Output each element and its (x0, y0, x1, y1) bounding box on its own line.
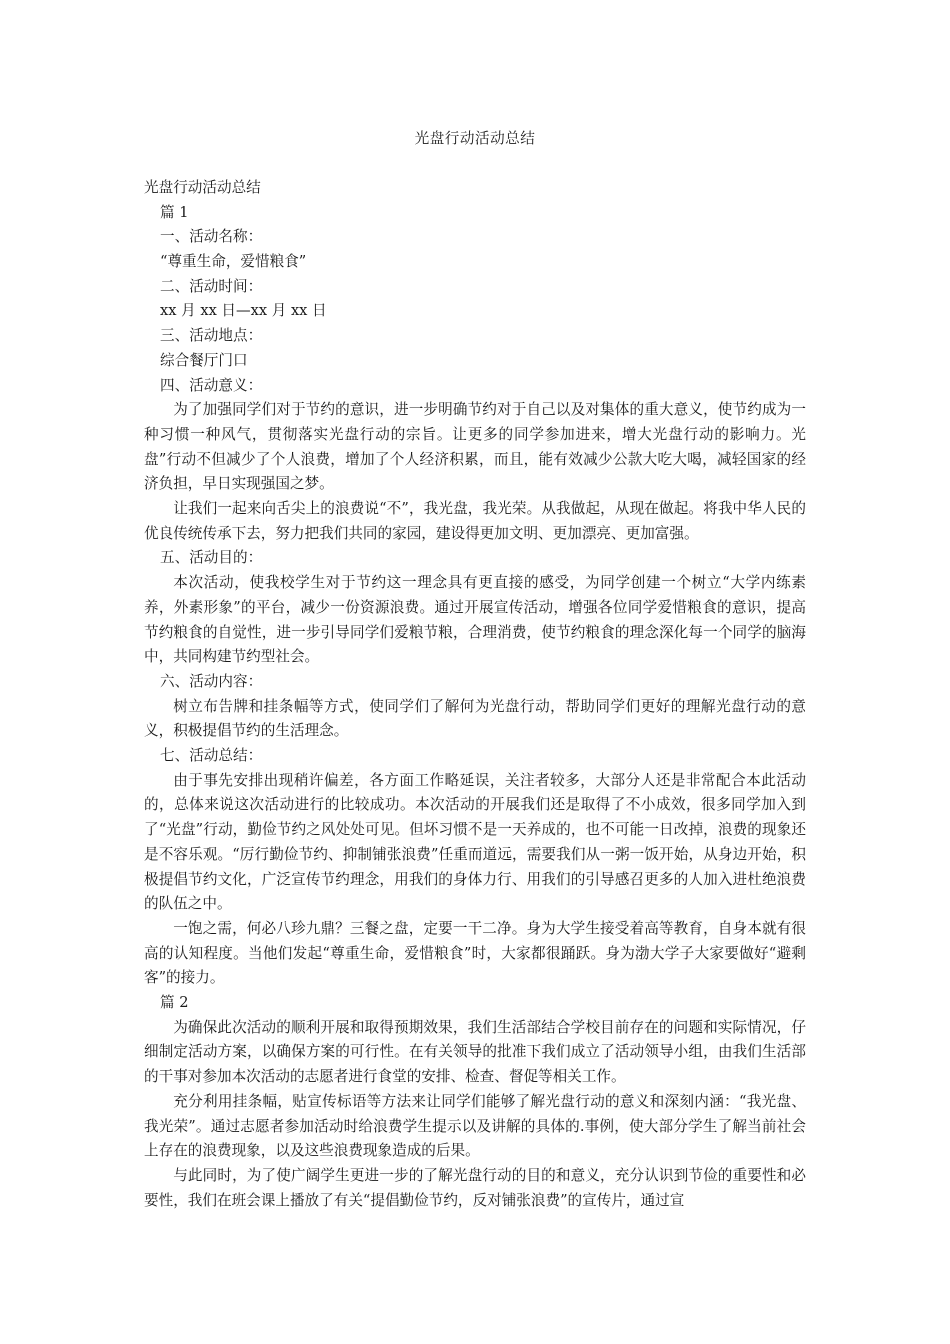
activity-time-text: xx 月 xx 日—xx 月 xx 日 (160, 302, 327, 320)
section-label-pian2: 篇 2 (160, 994, 189, 1012)
heading-activity-place: 三、活动地点： (160, 327, 263, 345)
heading-activity-purpose: 五、活动目的： (160, 549, 263, 567)
paragraph-content: 树立布告牌和挂条幅等方式，使同学们了解何为光盘行动，帮助同学们更好的理解光盘行动的意义，积极提倡节约的生活理念。 (144, 697, 806, 740)
paragraph-pian2-1: 为确保此次活动的顺利开展和取得预期效果，我们生活部结合学校目前存在的问题和实际情况，仔细制定活动方案，以确保方案的可行性。在有关领导的批准下我们成立了活动领导小组，由我们生活部的干事对参加本次活动的志愿者进行食堂的安排、检查、督促等相关工作。 (144, 1018, 806, 1086)
activity-name-text: “尊重生命，爱惜粮食” (160, 253, 307, 271)
paragraph-meaning-1: 为了加强同学们对于节约的意识，进一步明确节约对于自己以及对集体的重大意义，使节约成为一种习惯一种风气，贯彻落实光盘行动的宗旨。让更多的同学参加进来，增大光盘行动的影响力。光盘”行动不但减少了个人浪费，增加了个人经济积累，而且，能有效减少公款大吃大喝，减轻国家的经济负担，早日实现强国之梦。 (144, 401, 806, 493)
paragraph-meaning-2: 让我们一起来向舌尖上的浪费说“不”，我光盘，我光荣。从我做起，从现在做起。将我中华人民的优良传统传承下去，努力把我们共同的家园，建设得更加文明、更加漂亮、更加富强。 (144, 500, 806, 542)
activity-place-text: 综合餐厅门口 (160, 351, 248, 369)
document-body (144, 176, 806, 1213)
heading-activity-name: 一、活动名称： (160, 228, 263, 246)
document-title: 光盘行动活动总结 (414, 130, 536, 147)
paragraph-pian2-3: 与此同时，为了使广阔学生更进一步的了解光盘行动的目的和意义，充分认识到节俭的重要性和必要性，我们在班会课上播放了有关“提倡勤俭节约，反对铺张浪费”的宣传片，通过宣 (144, 1166, 806, 1209)
paragraph-summary-2: 一饱之需，何必八珍九鼎？三餐之盘，定要一干二净。身为大学生接受着高等教育，自身本就有很高的认知程度。当他们发起“尊重生命，爱惜粮食”时，大家都很踊跃。身为渤大学子大家要做好“避剩客”的接力。 (144, 919, 806, 987)
heading-activity-content: 六、活动内容： (160, 672, 263, 690)
section-label-pian1: 篇 1 (160, 203, 189, 221)
heading-activity-summary: 七、活动总结： (160, 747, 263, 764)
paragraph-summary-1: 由于事先安排出现稍许偏差，各方面工作略延误，关注者较多，大部分人还是非常配合本此活动的，总体来说这次活动进行的比较成功。本次活动的开展我们还是取得了不小成效，很多同学加入到了“光盘”行动，勤俭节约之风处处可见。但坏习惯不是一天养成的，也不可能一日改掉，浪费的现象还是不容乐观。“厉行勤俭节约、抑制铺张浪费”任重而道远，需要我们从一粥一饭开始，从身边开始，积极提倡节约文化，广泛宣传节约理念，用我们的身体力行、用我们的引导感召更多的人加入进杜绝浪费的队伍之中。 (144, 771, 806, 913)
paragraph-pian2-2: 充分利用挂条幅，贴宣传标语等方法来让同学们能够了解光盘行动的意义和深刻内涵：“我光盘、我光荣”。通过志愿者参加活动时给浪费学生提示以及讲解的具体的.事例，使大部分学生了解当前社会上存在的浪费现象，以及这些浪费现象造成的后果。 (144, 1092, 806, 1160)
heading-activity-time: 二、活动时间： (160, 277, 263, 295)
heading-activity-meaning: 四、活动意义： (160, 376, 263, 394)
paragraph-purpose: 本次活动，使我校学生对于节约这一理念具有更直接的感受，为同学创建一个树立“大学内练素养，外素形象”的平台，减少一份资源浪费。通过开展宣传活动，增强各位同学爱惜粮食的意识，提高节约粮食的自觉性，进一步引导同学们爱粮节粮，合理消费，使节约粮食的理念深化每一个同学的脑海中，共同构建节约型社会。 (144, 574, 806, 666)
document-subtitle: 光盘行动活动总结 (144, 179, 261, 196)
